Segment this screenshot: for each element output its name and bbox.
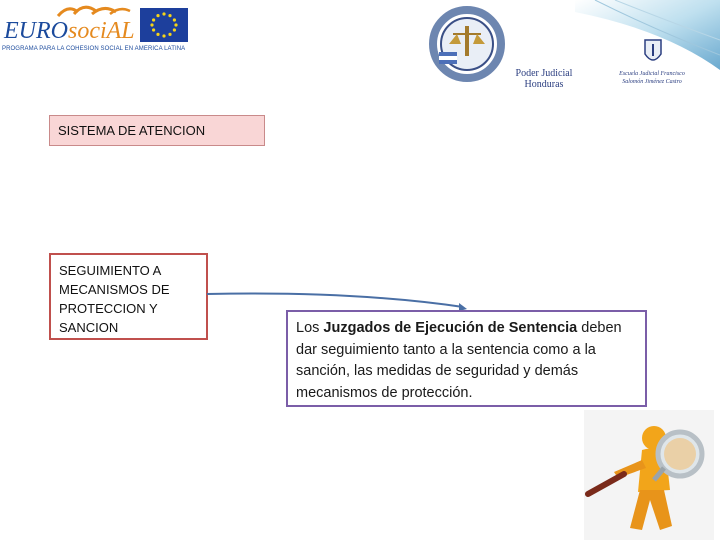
title-box-text: SISTEMA DE ATENCION [58, 123, 206, 138]
eurosocial-wordmark: EUROsociAL [4, 18, 135, 44]
magnifier-figure-icon [584, 410, 714, 540]
judicial-banner [425, 0, 720, 100]
eurosocial-tagline: PROGRAMA PARA LA COHESION SOCIAL EN AMERICA LATINA [2, 46, 186, 52]
judicial-school: Escuela Judicial Francisco Salomón Jiménez Castro [619, 71, 685, 85]
school-crest-icon [643, 38, 663, 66]
judicial-name: Poder Judicial Honduras [515, 68, 573, 90]
eu-flag-icon [140, 8, 188, 42]
seguimiento-box [49, 253, 208, 340]
description-box [286, 310, 647, 407]
judicial-seal-icon [427, 2, 507, 92]
title-box [49, 115, 265, 146]
seguimiento-box-text: SEGUIMIENTO A MECANISMOS DE PROTECCION Y SANCION [59, 263, 170, 335]
description-bold: Juzgados de Ejecución de Sentencia [323, 320, 578, 336]
description-suffix: deben dar seguimiento tanto a la sentencia como a la sanción, las medidas de seguridad y demás mecanismos de protección. [296, 320, 622, 401]
description-prefix: Los [296, 320, 324, 336]
